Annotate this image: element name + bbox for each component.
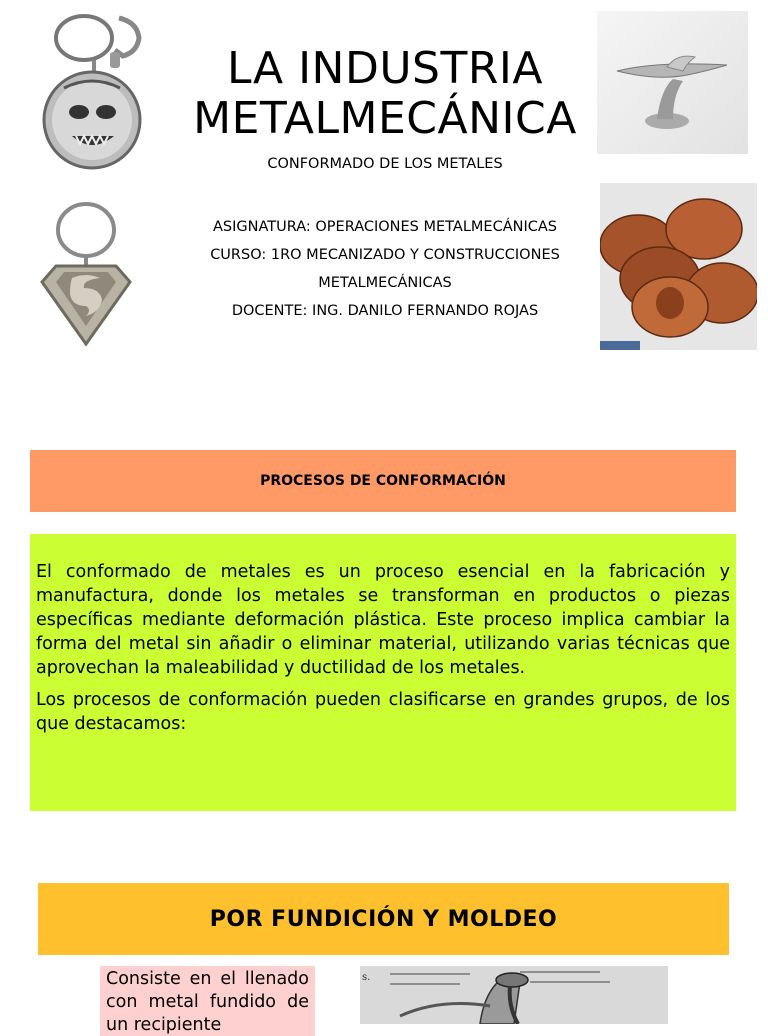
title-line-1: LA INDUSTRIA [226, 43, 544, 94]
intro-paragraph-2: Los procesos de conformación pueden clasificarse en grandes grupos, de los que destacamos: [36, 690, 730, 734]
keychain-skull-image [24, 8, 164, 170]
title-line-2: METALMECÁNICA [193, 93, 577, 144]
section-heading-procesos: PROCESOS DE CONFORMACIÓN [30, 450, 736, 512]
teacher-line: DOCENTE: ING. DANILO FERNANDO ROJAS [231, 303, 539, 319]
fundicion-description: Consiste en el llenado con metal fundido de un recipiente [100, 966, 315, 1036]
intro-text-box [30, 534, 736, 811]
hood-ornament-image [597, 11, 748, 154]
subject-line: ASIGNATURA: OPERACIONES METALMECÁNICAS [213, 219, 557, 235]
section-heading-fundicion: POR FUNDICIÓN Y MOLDEO [38, 883, 729, 955]
page-title [160, 44, 610, 144]
casting-illustration-image [360, 966, 668, 1024]
copper-coins-image [600, 183, 757, 350]
svg-text:s.: s. [362, 972, 371, 983]
superman-keychain-image [22, 198, 162, 348]
course-info [190, 213, 580, 325]
subtitle: CONFORMADO DE LOS METALES [267, 156, 503, 172]
intro-paragraph-1: El conformado de metales es un proceso esencial en la fabricación y manufactura, donde los metales se transforman en productos o piezas específicas mediante deformación plástica. Este proceso implica cambiar la forma del metal sin añadir o eliminar material, utilizando varias técnicas que aprovechan la maleabilidad y ductilidad de los metales. [36, 562, 730, 678]
course-line-2: METALMECÁNICAS [318, 275, 452, 291]
course-line-1: CURSO: 1RO MECANIZADO Y CONSTRUCCIONES [210, 247, 560, 263]
